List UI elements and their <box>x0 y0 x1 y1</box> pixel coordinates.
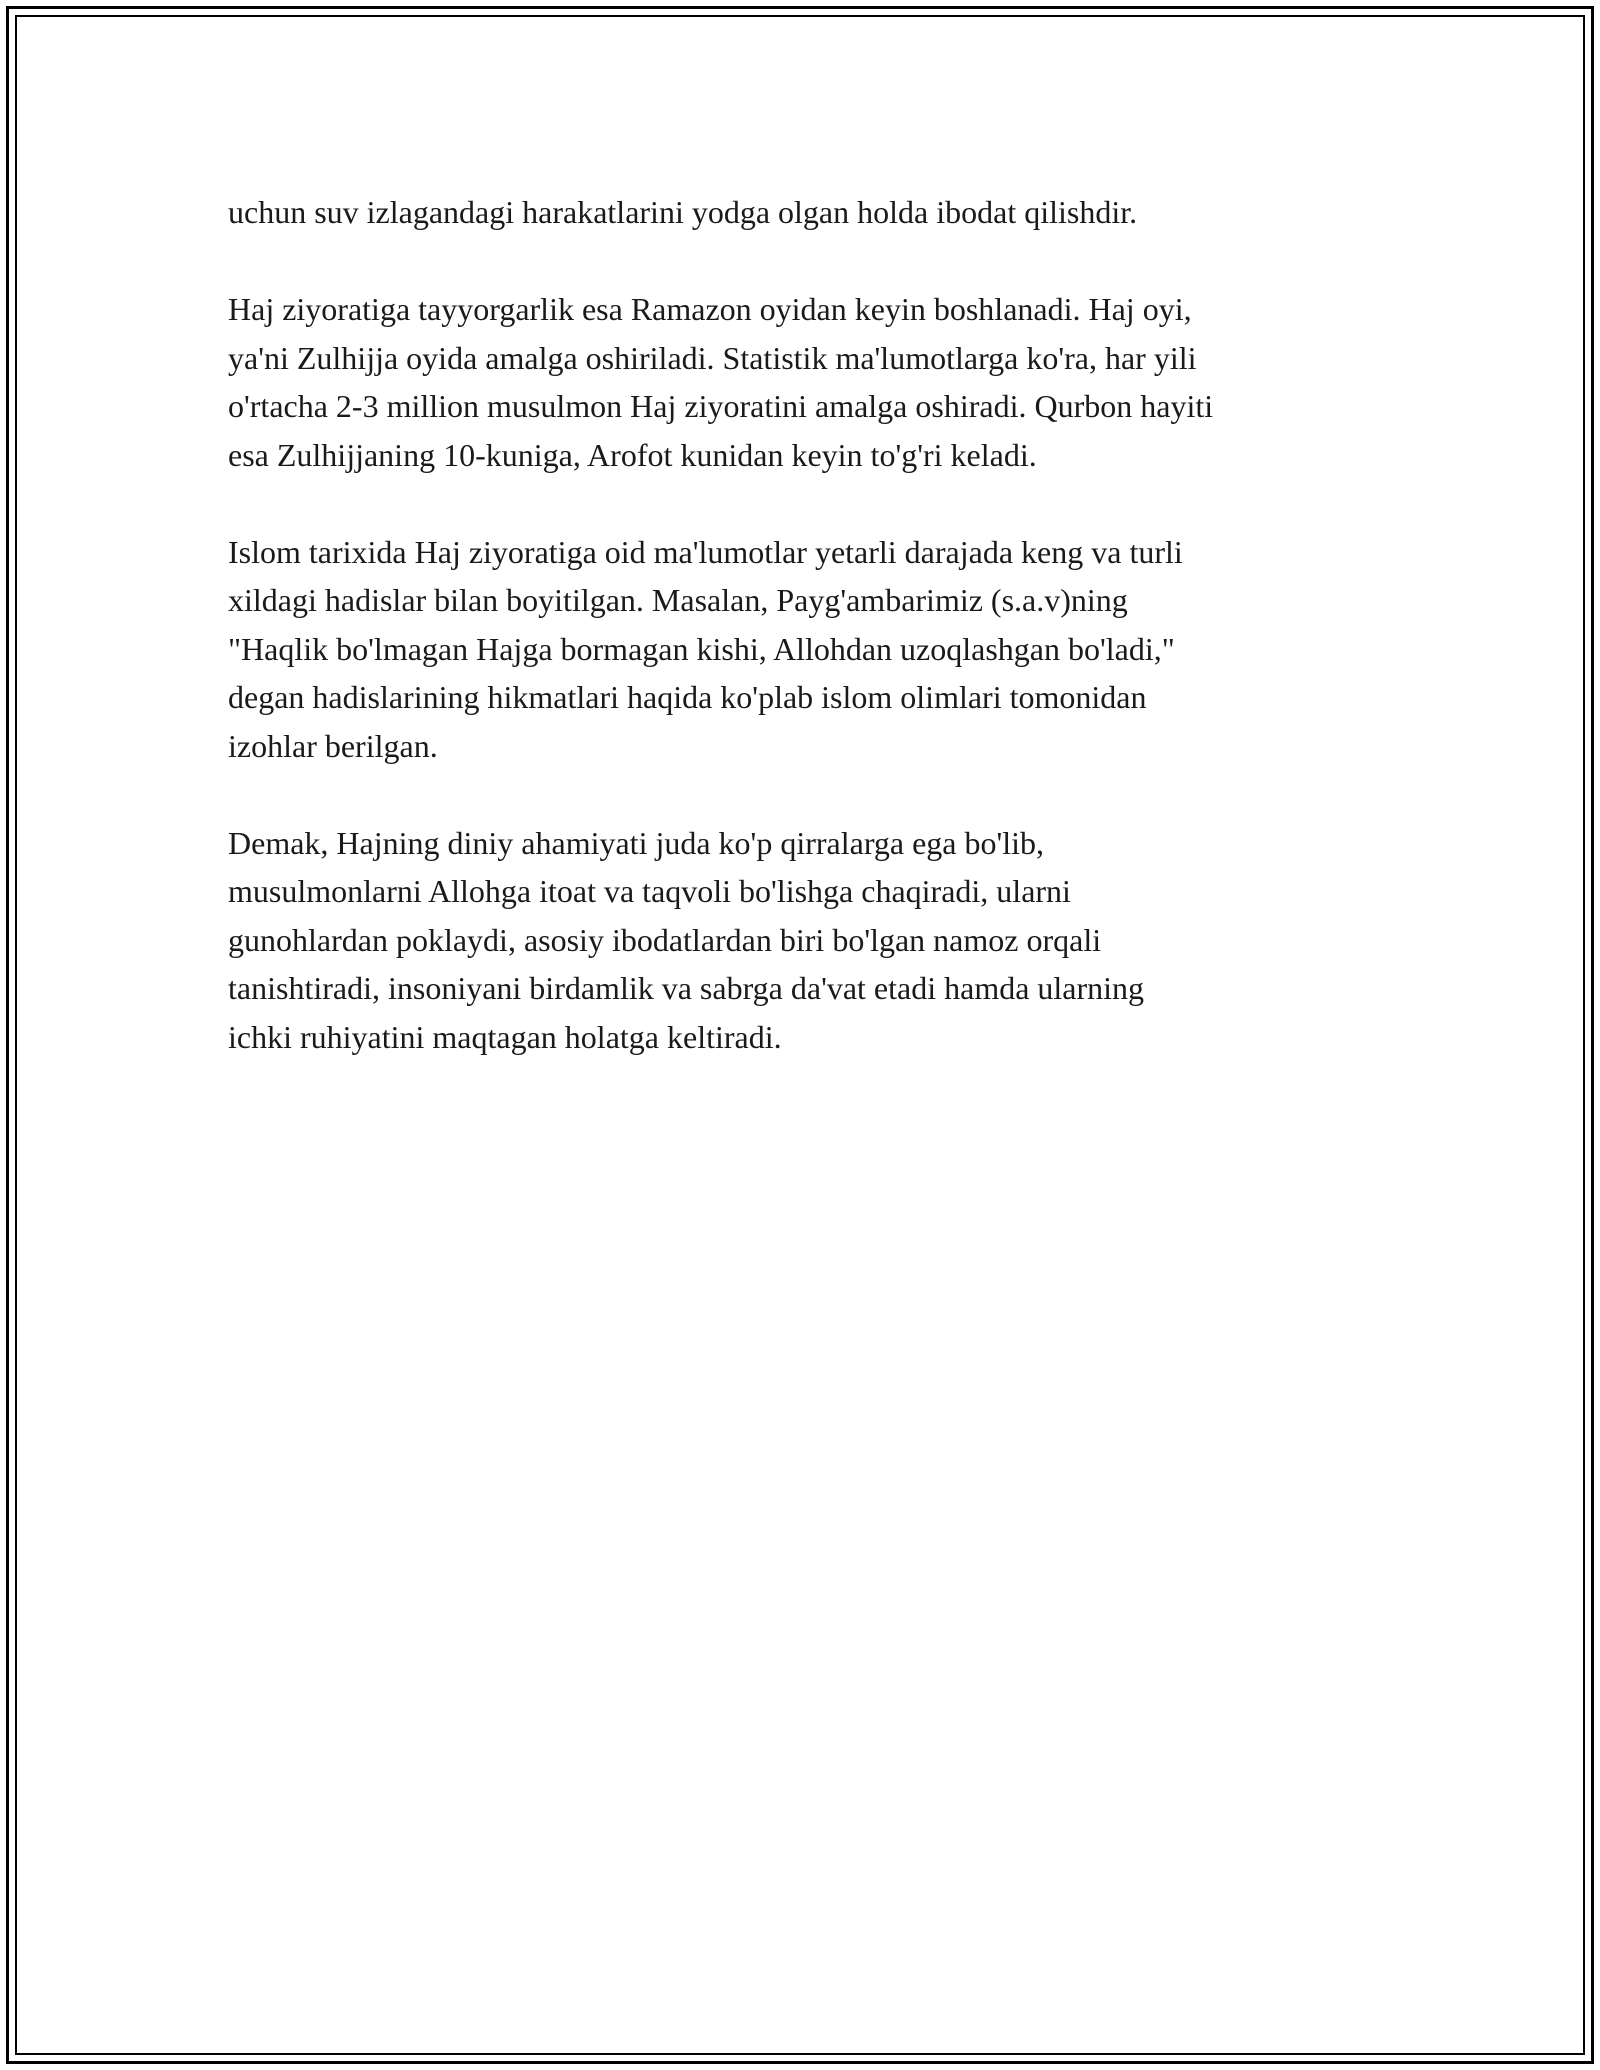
text-line: o'rtacha 2-3 million musulmon Haj ziyoratini amalga oshiradi. Qurbon hayiti <box>228 388 1214 424</box>
paragraph-4 <box>228 819 1398 1062</box>
paragraph-3 <box>228 528 1398 771</box>
text-line: xildagi hadislar bilan boyitilgan. Masalan, Payg'ambarimiz (s.a.v)ning <box>228 582 1128 618</box>
paragraph-2 <box>228 285 1398 479</box>
text-line: ichki ruhiyatini maqtagan holatga keltiradi. <box>228 1018 782 1055</box>
paragraph-1 <box>228 188 1398 237</box>
text-line: gunohlardan poklaydi, asosiy ibodatlardan biri bo'lgan namoz orqali <box>228 921 1102 958</box>
text-line: esa Zulhijjaning 10-kuniga, Arofot kunidan keyin to'g'ri keladi. <box>228 436 1037 473</box>
text-line: Islom tarixida Haj ziyoratiga oid ma'lumotlar yetarli darajada keng va turli <box>228 533 1183 570</box>
text-line: uchun suv izlagandagi harakatlarini yodga olgan holda ibodat qilishdir. <box>228 194 1138 230</box>
text-line: izohlar berilgan. <box>228 727 438 764</box>
text-line: Demak, Hajning diniy ahamiyati juda ko'p qirralarga ega bo'lib, <box>228 824 1045 861</box>
document-body <box>228 188 1398 1110</box>
text-line: "Haqlik bo'lmagan Hajga bormagan kishi, Allohdan uzoqlashgan bo'ladi," <box>228 630 1175 667</box>
text-line: Haj ziyoratiga tayyorgarlik esa Ramazon oyidan keyin boshlanadi. Haj oyi, <box>228 291 1192 327</box>
text-line: musulmonlarni Allohga itoat va taqvoli bo'lishga chaqiradi, ularni <box>228 873 1071 909</box>
text-line: degan hadislarining hikmatlari haqida ko'plab islom olimlari tomonidan <box>228 679 1147 715</box>
text-line: tanishtiradi, insoniyani birdamlik va sabrga da'vat etadi hamda ularning <box>228 970 1145 1006</box>
text-line: ya'ni Zulhijja oyida amalga oshiriladi. Statistik ma'lumotlarga ko'ra, har yili <box>228 339 1197 376</box>
